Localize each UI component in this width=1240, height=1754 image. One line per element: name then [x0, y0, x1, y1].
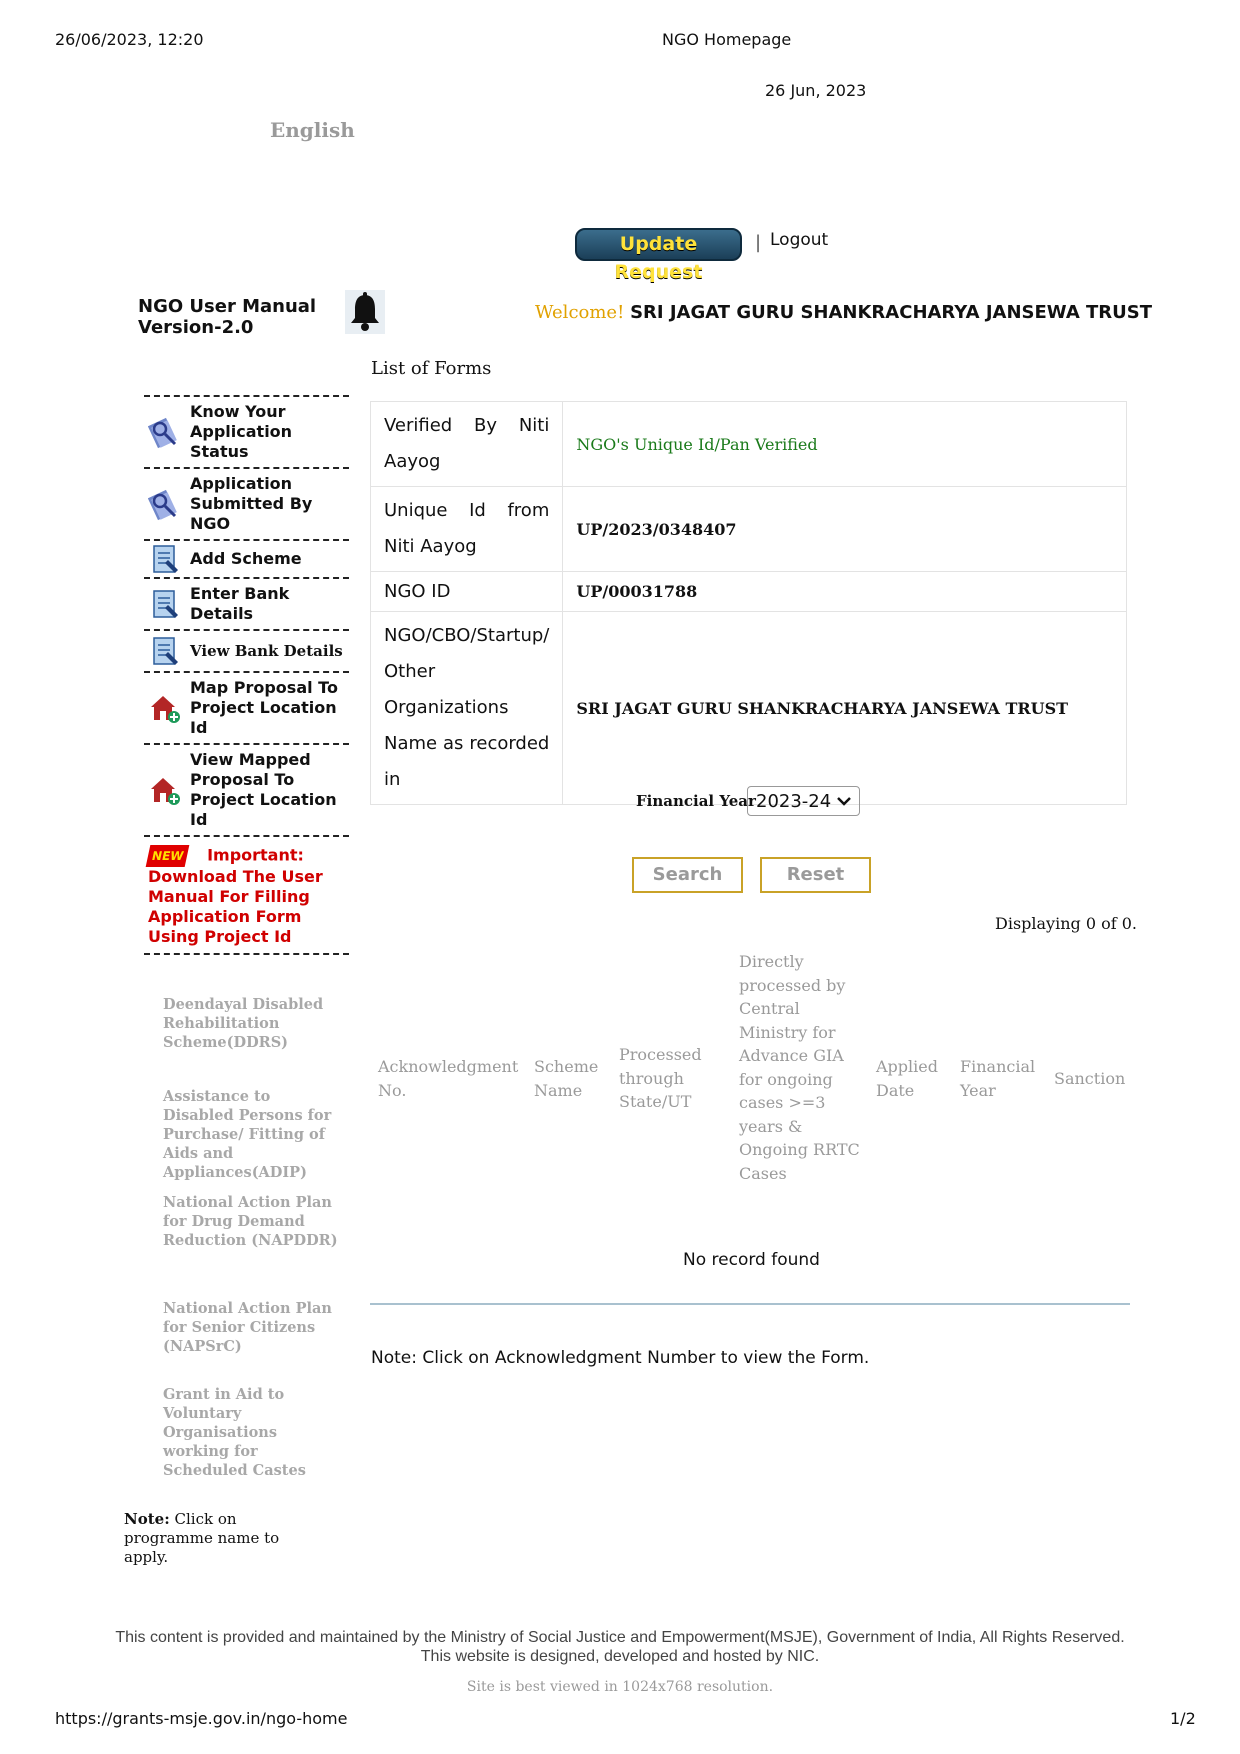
- table-row: [371, 572, 1127, 612]
- note-bold: Note:: [124, 1510, 170, 1528]
- sidebar-item-know-status[interactable]: [144, 395, 349, 467]
- print-title: NGO Homepage: [662, 30, 792, 49]
- welcome-label: Welcome!: [535, 302, 625, 323]
- column-header: Sanction: [1054, 1069, 1126, 1088]
- info-value: UP/00031788: [563, 572, 1127, 612]
- sidebar-item-map-proposal[interactable]: [144, 671, 349, 743]
- record-count: Displaying 0 of 0.: [995, 914, 1138, 933]
- house-add-icon: [148, 691, 182, 725]
- sidebar: [144, 395, 349, 955]
- sidebar-item-label: Map Proposal To Project Location Id: [190, 678, 338, 737]
- important-label: Important:: [207, 845, 304, 865]
- table-row: [371, 402, 1127, 487]
- note-text: Click on programme name to apply.: [124, 1510, 280, 1566]
- sidebar-item-label: Add Scheme: [190, 549, 302, 568]
- no-record-message: No record found: [683, 1250, 820, 1270]
- note-programme: [124, 1510, 324, 1567]
- document-icon: [148, 587, 182, 621]
- sidebar-item-label: Know Your Application Status: [190, 402, 293, 461]
- note-acknowledgment: Note: Click on Acknowledgment Number to view the Form.: [371, 1348, 870, 1368]
- sidebar-item-label: View Mapped Proposal To Project Location Id: [190, 750, 337, 829]
- document-icon: [148, 542, 182, 576]
- column-header: Financial Year: [960, 1057, 1036, 1100]
- list-of-forms-title: List of Forms: [371, 358, 492, 379]
- update-request-button[interactable]: Update Request: [575, 228, 742, 261]
- sidebar-item-enter-bank[interactable]: [144, 577, 349, 629]
- important-user-manual-link[interactable]: [144, 835, 349, 955]
- user-manual-link[interactable]: NGO User Manual Version-2.0: [138, 296, 317, 338]
- sidebar-item-view-mapped-proposal[interactable]: [144, 743, 349, 835]
- best-viewed-text: Site is best viewed in 1024x768 resolution.: [466, 1679, 774, 1695]
- sidebar-item-application-submitted[interactable]: [144, 467, 349, 539]
- magnifier-book-icon: [148, 487, 182, 521]
- info-key: NGO/CBO/Startup/ Other Organizations Name as recorded in: [371, 612, 563, 805]
- financial-year-select[interactable]: [747, 786, 860, 816]
- logout-link[interactable]: Logout: [770, 230, 829, 250]
- sidebar-item-view-bank[interactable]: [144, 629, 349, 671]
- info-value: NGO's Unique Id/Pan Verified: [563, 402, 1127, 487]
- print-page: 1/2: [1170, 1709, 1196, 1728]
- table-row: [371, 487, 1127, 572]
- reset-button[interactable]: Reset: [760, 857, 871, 893]
- search-button[interactable]: Search: [632, 857, 743, 893]
- financial-year-value: 2023-24: [756, 790, 832, 812]
- table-row: [371, 612, 1127, 805]
- info-value: UP/2023/0348407: [563, 487, 1127, 572]
- sidebar-item-label: Enter Bank Details: [190, 584, 290, 623]
- house-add-icon: [148, 773, 182, 807]
- divider: [370, 1303, 1130, 1305]
- document-icon: [148, 634, 182, 668]
- chevron-down-icon: [837, 796, 851, 806]
- ngo-info-table: [370, 401, 1127, 805]
- separator: |: [755, 232, 762, 253]
- info-key: NGO ID: [371, 572, 563, 612]
- info-value: SRI JAGAT GURU SHANKRACHARYA JANSEWA TRUST: [563, 612, 1127, 805]
- welcome-message: [535, 302, 1152, 323]
- language-selector[interactable]: English: [270, 118, 355, 142]
- column-header: Processed through State/UT: [619, 1045, 702, 1111]
- important-text: Download The User Manual For Filling Application Form Using Project Id: [148, 867, 323, 946]
- scheme-link-gia-sc[interactable]: Grant in Aid to Voluntary Organisations working for Scheduled Castes: [163, 1386, 306, 1479]
- print-url: https://grants-msje.gov.in/ngo-home: [55, 1709, 348, 1728]
- sidebar-item-label: View Bank Details: [190, 642, 343, 660]
- financial-year-label: Financial Year: [636, 792, 756, 810]
- column-header: Directly processed by Central Ministry for Advance GIA for ongoing cases >=3 years & Ongoing RRTC Cases: [739, 952, 860, 1183]
- scheme-link-ddrs[interactable]: Deendayal Disabled Rehabilitation Scheme(DDRS): [163, 996, 324, 1051]
- magnifier-book-icon: [148, 415, 182, 449]
- scheme-link-napddr[interactable]: National Action Plan for Drug Demand Reduction (NAPDDR): [163, 1194, 338, 1249]
- current-date: 26 Jun, 2023: [765, 81, 867, 100]
- column-header: Applied Date: [876, 1057, 938, 1100]
- footer-text: This content is provided and maintained by the Ministry of Social Justice and Empowerment(MSJE), Government of India, All Rights Reserved. This website is designed, developed and hosted by NIC.: [115, 1629, 1125, 1665]
- info-key: Verified By Niti Aayog: [371, 402, 563, 487]
- new-badge: NEW: [146, 845, 190, 867]
- scheme-link-adip[interactable]: Assistance to Disabled Persons for Purchase/ Fitting of Aids and Appliances(ADIP): [163, 1088, 332, 1181]
- column-header: Acknowledgment No.: [378, 1057, 519, 1100]
- info-key: Unique Id from Niti Aayog: [371, 487, 563, 572]
- column-header: Scheme Name: [534, 1057, 599, 1100]
- bell-icon[interactable]: [345, 290, 385, 338]
- sidebar-item-add-scheme[interactable]: [144, 539, 349, 577]
- print-datetime: 26/06/2023, 12:20: [55, 30, 204, 49]
- sidebar-item-label: Application Submitted By NGO: [190, 474, 313, 533]
- scheme-link-napsrc[interactable]: National Action Plan for Senior Citizens (NAPSrC): [163, 1300, 332, 1355]
- welcome-ngo-name: SRI JAGAT GURU SHANKRACHARYA JANSEWA TRUST: [630, 302, 1153, 323]
